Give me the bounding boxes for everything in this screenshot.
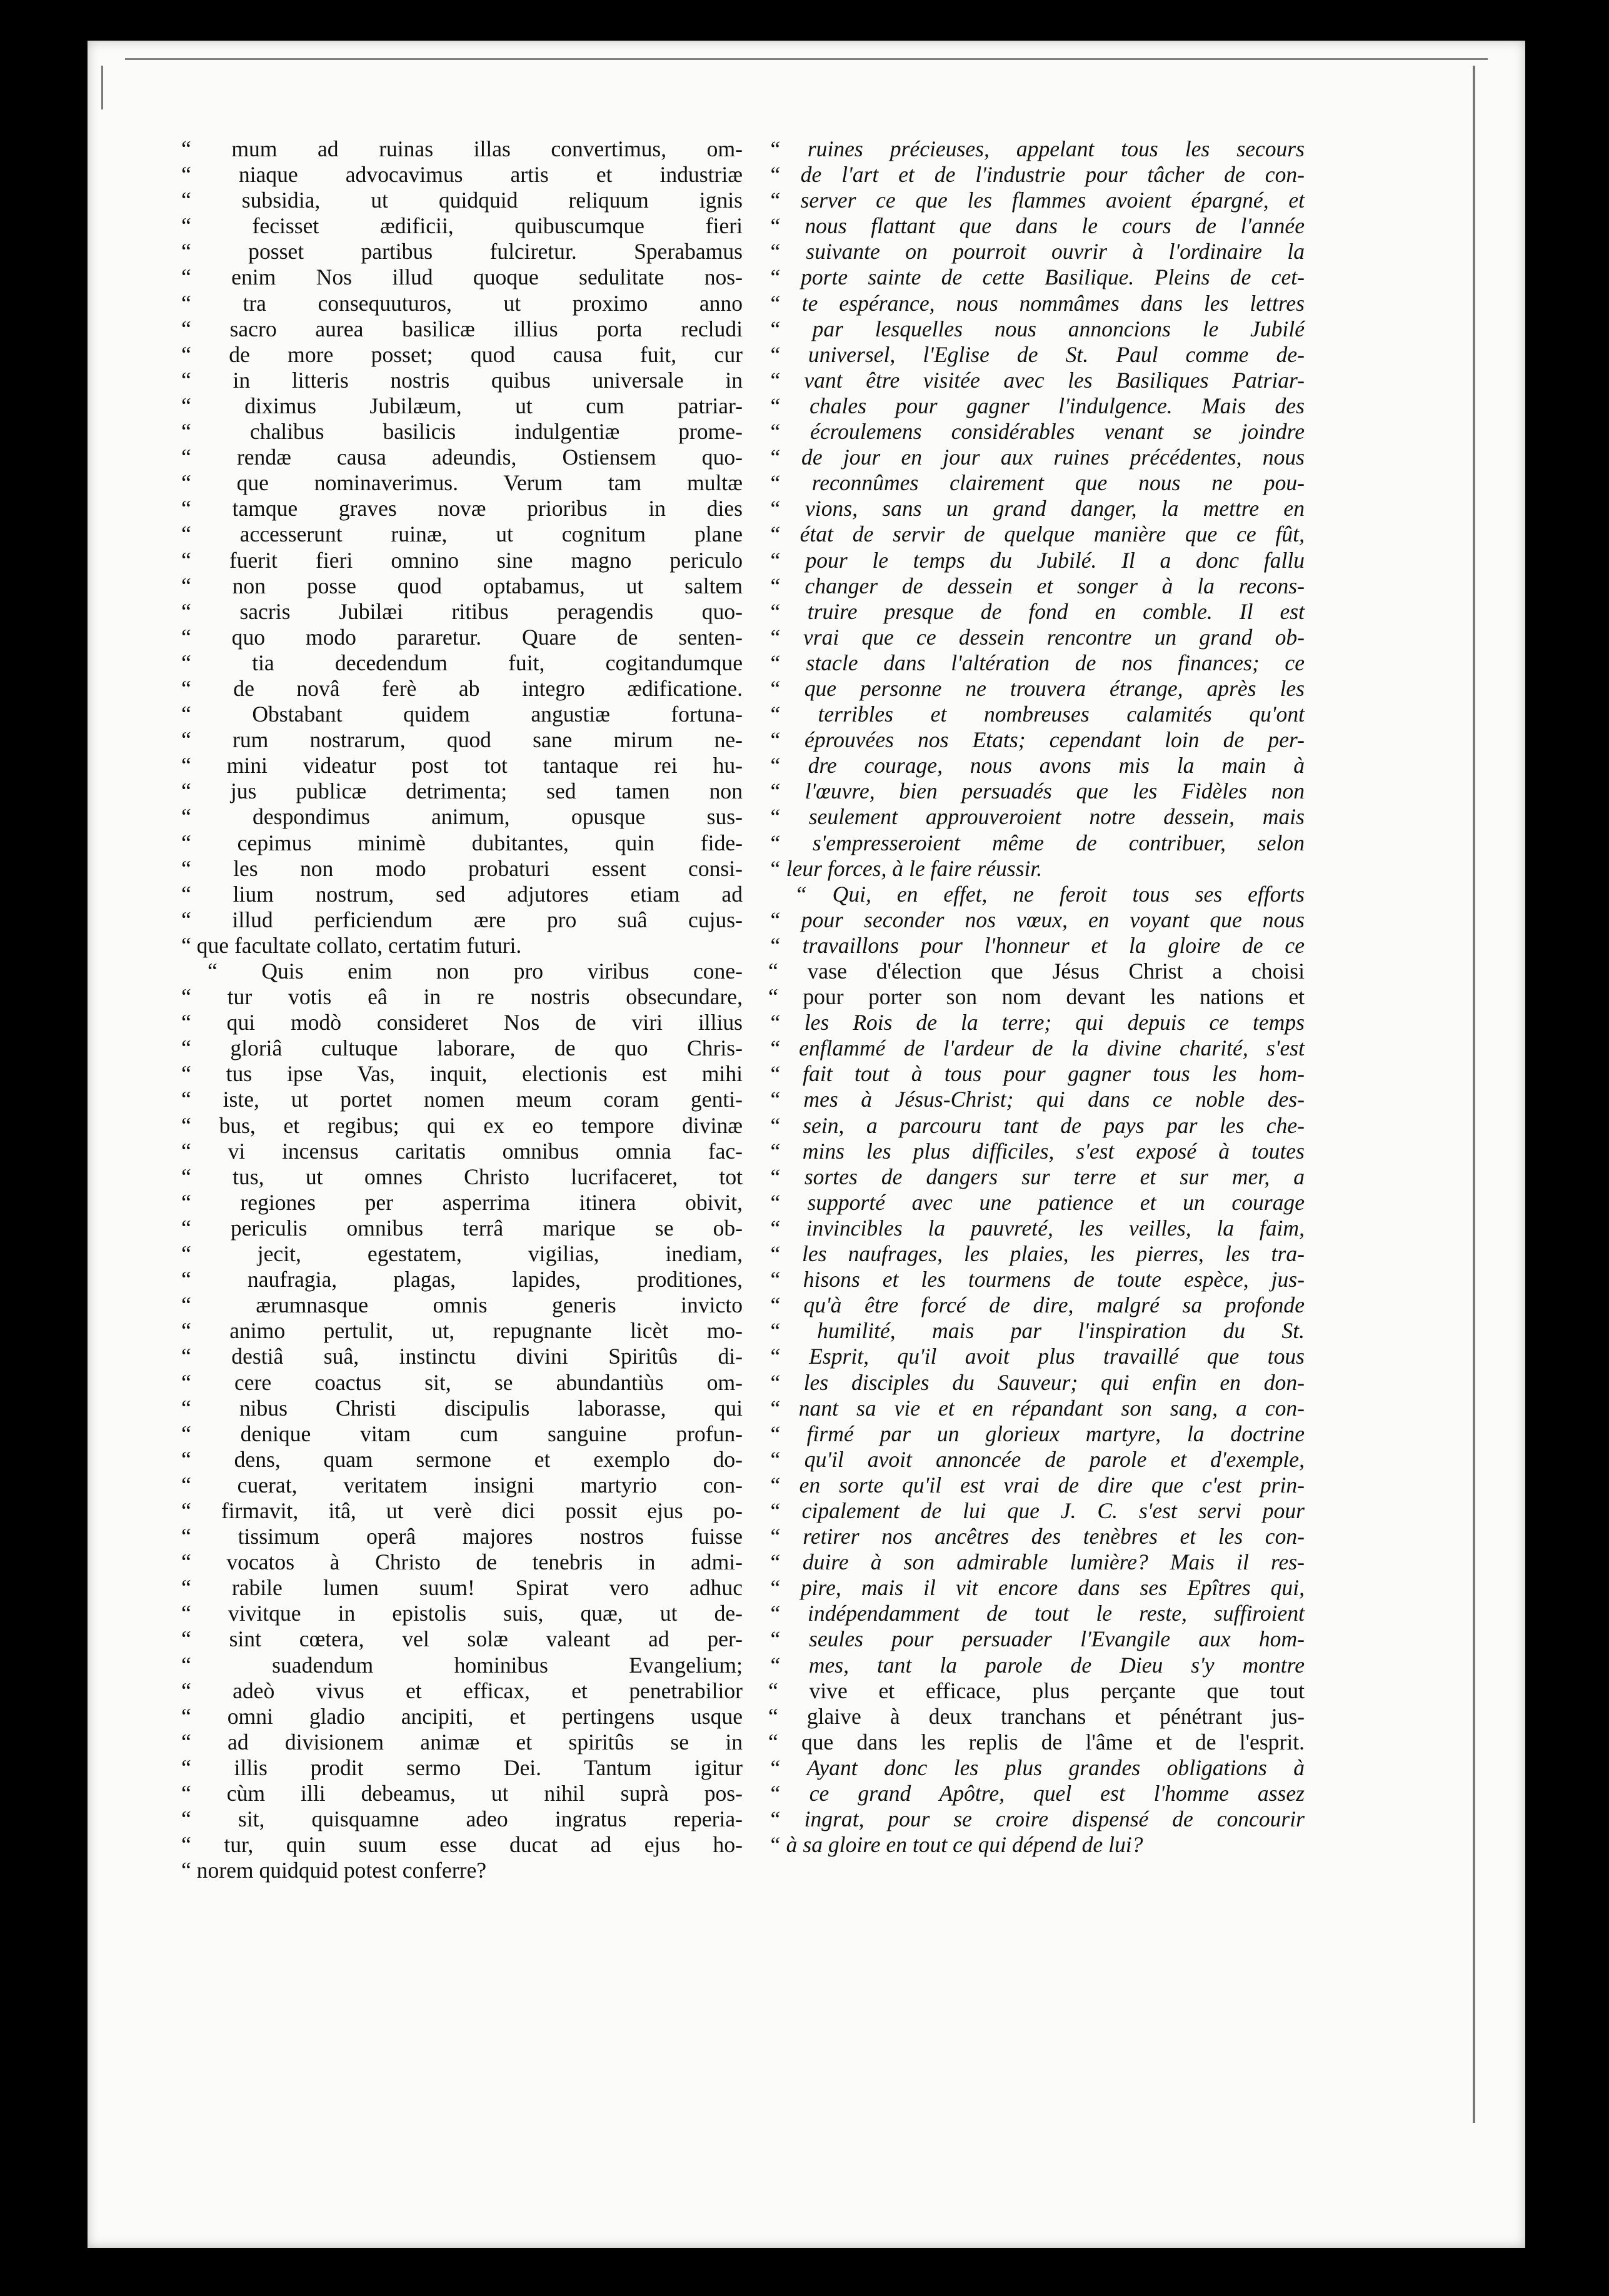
latin-line: “ subsidia, ut quidquid reliquum ignis	[181, 188, 743, 213]
french-line: “ firmé par un glorieux martyre, la doctrine	[768, 1421, 1305, 1446]
latin-line: “ vivitque in epistolis suis, quæ, ut de-	[181, 1601, 743, 1626]
french-line: “ hisons et les tourmens de toute espèce, jus-	[768, 1267, 1305, 1292]
latin-line: “ chalibus basilicis indulgentiæ prome-	[181, 419, 743, 445]
french-line: “ sein, a parcouru tant de pays par les che-	[768, 1112, 1305, 1138]
french-line: “ cipalement de lui que J. C. s'est servi pour	[768, 1498, 1305, 1523]
french-line: “ porte sainte de cette Basilique. Pleins de cet-	[768, 264, 1305, 290]
latin-line: “ vocatos à Christo de tenebris in admi-	[181, 1549, 743, 1575]
french-line: “ invincibles la pauvreté, les veilles, la faim,	[768, 1215, 1305, 1241]
french-line: “ s'empresseroient même de contribuer, selon	[768, 830, 1305, 855]
french-line: “ pour le temps du Jubilé. Il a donc fallu	[768, 547, 1305, 573]
latin-line: “ de novâ ferè ab integro ædificatione.	[181, 675, 743, 701]
latin-line: “ dens, quam sermone et exemplo do-	[181, 1446, 743, 1472]
latin-line: “ posset partibus fulciretur. Sperabamus	[181, 239, 743, 264]
latin-line: “ destiâ suâ, instinctu divini Spiritûs di-	[181, 1344, 743, 1369]
latin-line: “ qui modò consideret Nos de viri illius	[181, 1010, 743, 1035]
french-line: “ fait tout à tous pour gagner tous les hom-	[768, 1061, 1305, 1087]
french-line: “ mins les plus difficiles, s'est exposé à toutes	[768, 1138, 1305, 1164]
french-line: “ à sa gloire en tout ce qui dépend de lui?	[768, 1832, 1143, 1858]
latin-line: “ mini videatur post tot tantaque rei hu-	[181, 753, 743, 778]
latin-line: “ cuerat, veritatem insigni martyrio con-	[181, 1472, 743, 1498]
french-line: “ seulement approuveroient notre dessein, mais	[768, 804, 1305, 830]
french-line: “ ingrat, pour se croire dispensé de concourir	[768, 1806, 1305, 1832]
french-line: “ que personne ne trouvera étrange, après les	[768, 675, 1305, 701]
french-line: “ Qui, en effet, ne feroit tous ses efforts	[794, 881, 1305, 907]
french-line: “ nant sa vie et en répandant son sang, a con-	[768, 1395, 1305, 1421]
french-line: “ vant être visitée avec les Basiliques Patriar-	[768, 367, 1305, 393]
french-line: “ en sorte qu'il est vrai de dire que c'est prin-	[768, 1472, 1305, 1498]
french-column	[768, 136, 1305, 1858]
french-line: “ pour seconder nos vœux, en voyant que nous	[768, 907, 1305, 932]
latin-line: “ Quis enim non pro viribus cone-	[208, 959, 743, 984]
latin-line: “ rabile lumen suum! Spirat vero adhuc	[181, 1575, 743, 1601]
french-line: “ vions, sans un grand danger, la mettre en	[768, 496, 1305, 521]
latin-line: “ animo pertulit, ut, repugnante licèt mo-	[181, 1318, 743, 1344]
latin-line: “ despondimus animum, opusque sus-	[181, 804, 743, 830]
latin-line: “ Obstabant quidem angustiæ fortuna-	[181, 702, 743, 727]
french-line: “ supporté avec une patience et un courage	[768, 1189, 1305, 1215]
latin-line: “ tamque graves novæ prioribus in dies	[181, 496, 743, 521]
latin-line: “ que facultate collato, certatim futuri.	[181, 932, 522, 958]
latin-line: “ regiones per asperrima itinera obivit,	[181, 1189, 743, 1215]
french-line: “ vrai que ce dessein rencontre un grand ob-	[768, 624, 1305, 650]
french-line: “ enflammé de l'ardeur de la divine charité, s'est	[768, 1035, 1305, 1061]
latin-line: “ adeò vivus et efficax, et penetrabilior	[181, 1678, 743, 1703]
latin-line: “ jecit, egestatem, vigilias, inediam,	[181, 1241, 743, 1267]
latin-line: “ omni gladio ancipiti, et pertingens usque	[181, 1703, 743, 1729]
french-line: “ de jour en jour aux ruines précédentes, nous	[768, 445, 1305, 470]
french-line: “ Ayant donc les plus grandes obligations à	[768, 1755, 1305, 1780]
french-line: “ dre courage, nous avons mis la main à	[768, 753, 1305, 778]
french-line: “ nous flattant que dans le cours de l'année	[768, 213, 1305, 239]
french-line: “ stacle dans l'altération de nos finances; ce	[768, 650, 1305, 675]
page-edge-top	[125, 58, 1488, 60]
latin-line: “ enim Nos illud quoque sedulitate nos-	[181, 264, 743, 290]
latin-line: “ cepimus minimè dubitantes, quin fide-	[181, 830, 743, 855]
latin-line: “ illud perficiendum ære pro suâ cujus-	[181, 907, 743, 932]
latin-line: “ quo modo pararetur. Quare de senten-	[181, 624, 743, 650]
latin-line: “ sit, quisquamne adeo ingratus reperia-	[181, 1806, 743, 1832]
latin-line: “ que nominaverimus. Verum tam multæ	[181, 470, 743, 496]
french-line: “ leur forces, à le faire réussir.	[768, 855, 1043, 881]
latin-line: “ tia decedendum fuit, cogitandumque	[181, 650, 743, 675]
latin-line: “ diximus Jubilæum, ut cum patriar-	[181, 393, 743, 418]
french-line: “ les naufrages, les plaies, les pierres, les tra-	[768, 1241, 1305, 1267]
french-line: “ éprouvées nos Etats; cependant loin de per-	[768, 727, 1305, 753]
latin-line: “ lium nostrum, sed adjutores etiam ad	[181, 881, 743, 907]
french-line: “ écroulemens considérables venant se joindre	[768, 419, 1305, 445]
french-line: “ indépendamment de tout le reste, suffiroient	[768, 1601, 1305, 1626]
latin-line: “ vi incensus caritatis omnibus omnia fac-	[181, 1138, 743, 1164]
latin-line: “ mum ad ruinas illas convertimus, om-	[181, 136, 743, 161]
french-line: “ server ce que les flammes avoient épargné, et	[768, 188, 1305, 213]
latin-line: “ bus, et regibus; qui ex eo tempore divinæ	[181, 1112, 743, 1138]
latin-line: “ ærumnasque omnis generis invicto	[181, 1292, 743, 1318]
french-line: “ glaive à deux tranchans et pénétrant jus-	[768, 1703, 1305, 1729]
latin-line: “ non posse quod optabamus, ut saltem	[181, 573, 743, 598]
latin-line: “ les non modo probaturi essent consi-	[181, 855, 743, 881]
french-line: “ qu'à être forcé de dire, malgré sa profonde	[768, 1292, 1305, 1318]
french-line: “ que dans les replis de l'âme et de l'esprit.	[768, 1729, 1305, 1755]
french-line: “ travaillons pour l'honneur et la gloire de ce	[768, 932, 1305, 958]
latin-line: “ fuerit fieri omnino sine magno periculo	[181, 547, 743, 573]
latin-line: “ gloriâ cultuque laborare, de quo Chris-	[181, 1035, 743, 1061]
french-line: “ suivante on pourroit ouvrir à l'ordinaire la	[768, 239, 1305, 264]
latin-line: “ cùm illi debeamus, ut nihil suprà pos-	[181, 1781, 743, 1806]
page-edge-right	[1473, 66, 1475, 2123]
french-line: “ retirer nos ancêtres des tenèbres et les con-	[768, 1524, 1305, 1549]
latin-line: “ nibus Christi discipulis laborasse, qui	[181, 1395, 743, 1421]
page-edge-left	[101, 66, 103, 109]
latin-line: “ cere coactus sit, se abundantiùs om-	[181, 1369, 743, 1395]
latin-line: “ sacris Jubilæi ritibus peragendis quo-	[181, 598, 743, 624]
french-line: “ Esprit, qu'il avoit plus travaillé que tous	[768, 1344, 1305, 1369]
french-line: “ chales pour gagner l'indulgence. Mais des	[768, 393, 1305, 418]
latin-line: “ niaque advocavimus artis et industriæ	[181, 162, 743, 188]
latin-line: “ suadendum hominibus Evangelium;	[181, 1652, 743, 1678]
latin-line: “ rendæ causa adeundis, Ostiensem quo-	[181, 445, 743, 470]
french-line: “ mes à Jésus-Christ; qui dans ce noble des-	[768, 1087, 1305, 1112]
latin-column	[181, 136, 743, 1883]
latin-line: “ illis prodit sermo Dei. Tantum igitur	[181, 1755, 743, 1780]
latin-line: “ jus publicæ detrimenta; sed tamen non	[181, 778, 743, 804]
latin-line: “ sint cœtera, vel solæ valeant ad per-	[181, 1626, 743, 1652]
french-line: “ état de servir de quelque manière que ce fût,	[768, 521, 1305, 547]
latin-line: “ denique vitam cum sanguine profun-	[181, 1421, 743, 1446]
latin-line: “ accesserunt ruinæ, ut cognitum plane	[181, 521, 743, 547]
french-line: “ les disciples du Sauveur; qui enfin en don-	[768, 1369, 1305, 1395]
french-line: “ truire presque de fond en comble. Il est	[768, 598, 1305, 624]
french-line: “ duire à son admirable lumière? Mais il res-	[768, 1549, 1305, 1575]
latin-line: “ periculis omnibus terrâ marique se ob-	[181, 1215, 743, 1241]
latin-line: “ tur, quin suum esse ducat ad ejus ho-	[181, 1832, 743, 1858]
french-line: “ vase d'élection que Jésus Christ a choisi	[768, 959, 1305, 984]
latin-line: “ sacro aurea basilicæ illius porta recludi	[181, 316, 743, 341]
french-line: “ seules pour persuader l'Evangile aux hom-	[768, 1626, 1305, 1652]
latin-line: “ tissimum operâ majores nostros fuisse	[181, 1524, 743, 1549]
french-line: “ te espérance, nous nommâmes dans les lettres	[768, 290, 1305, 316]
french-line: “ reconnûmes clairement que nous ne pou-	[768, 470, 1305, 496]
latin-line: “ tus, ut omnes Christo lucrifaceret, tot	[181, 1164, 743, 1189]
french-line: “ sortes de dangers sur terre et sur mer, a	[768, 1164, 1305, 1189]
french-line: “ universel, l'Eglise de St. Paul comme de-	[768, 341, 1305, 367]
latin-line: “ norem quidquid potest conferre?	[181, 1858, 487, 1883]
french-line: “ vive et efficace, plus perçante que tout	[768, 1678, 1305, 1703]
latin-line: “ de more posset; quod causa fuit, cur	[181, 341, 743, 367]
latin-line: “ firmavit, itâ, ut verè dici possit ejus po-	[181, 1498, 743, 1523]
french-line: “ mes, tant la parole de Dieu s'y montre	[768, 1652, 1305, 1678]
latin-line: “ iste, ut portet nomen meum coram genti-	[181, 1087, 743, 1112]
latin-line: “ naufragia, plagas, lapides, proditiones,	[181, 1267, 743, 1292]
latin-line: “ in litteris nostris quibus universale in	[181, 367, 743, 393]
french-line: “ qu'il avoit annoncée de parole et d'exemple,	[768, 1446, 1305, 1472]
french-line: “ pire, mais il vit encore dans ses Epîtres qui,	[768, 1575, 1305, 1601]
latin-line: “ rum nostrarum, quod sane mirum ne-	[181, 727, 743, 753]
french-line: “ pour porter son nom devant les nations et	[768, 984, 1305, 1010]
french-line: “ humilité, mais par l'inspiration du St.	[768, 1318, 1305, 1344]
french-line: “ ce grand Apôtre, quel est l'homme assez	[768, 1781, 1305, 1806]
french-line: “ de l'art et de l'industrie pour tâcher de con-	[768, 162, 1305, 188]
french-line: “ changer de dessein et songer à la recons-	[768, 573, 1305, 598]
french-line: “ ruines précieuses, appelant tous les secours	[768, 136, 1305, 161]
latin-line: “ tus ipse Vas, inquit, electionis est mihi	[181, 1061, 743, 1087]
french-line: “ terribles et nombreuses calamités qu'ont	[768, 702, 1305, 727]
latin-line: “ tra consequuturos, ut proximo anno	[181, 290, 743, 316]
french-line: “ les Rois de la terre; qui depuis ce temps	[768, 1010, 1305, 1035]
latin-line: “ fecisset ædificii, quibuscumque fieri	[181, 213, 743, 239]
latin-line: “ ad divisionem animæ et spiritûs se in	[181, 1729, 743, 1755]
french-line: “ l'œuvre, bien persuadés que les Fidèles non	[768, 778, 1305, 804]
french-line: “ par lesquelles nous annoncions le Jubilé	[768, 316, 1305, 341]
latin-line: “ tur votis eâ in re nostris obsecundare,	[181, 984, 743, 1010]
